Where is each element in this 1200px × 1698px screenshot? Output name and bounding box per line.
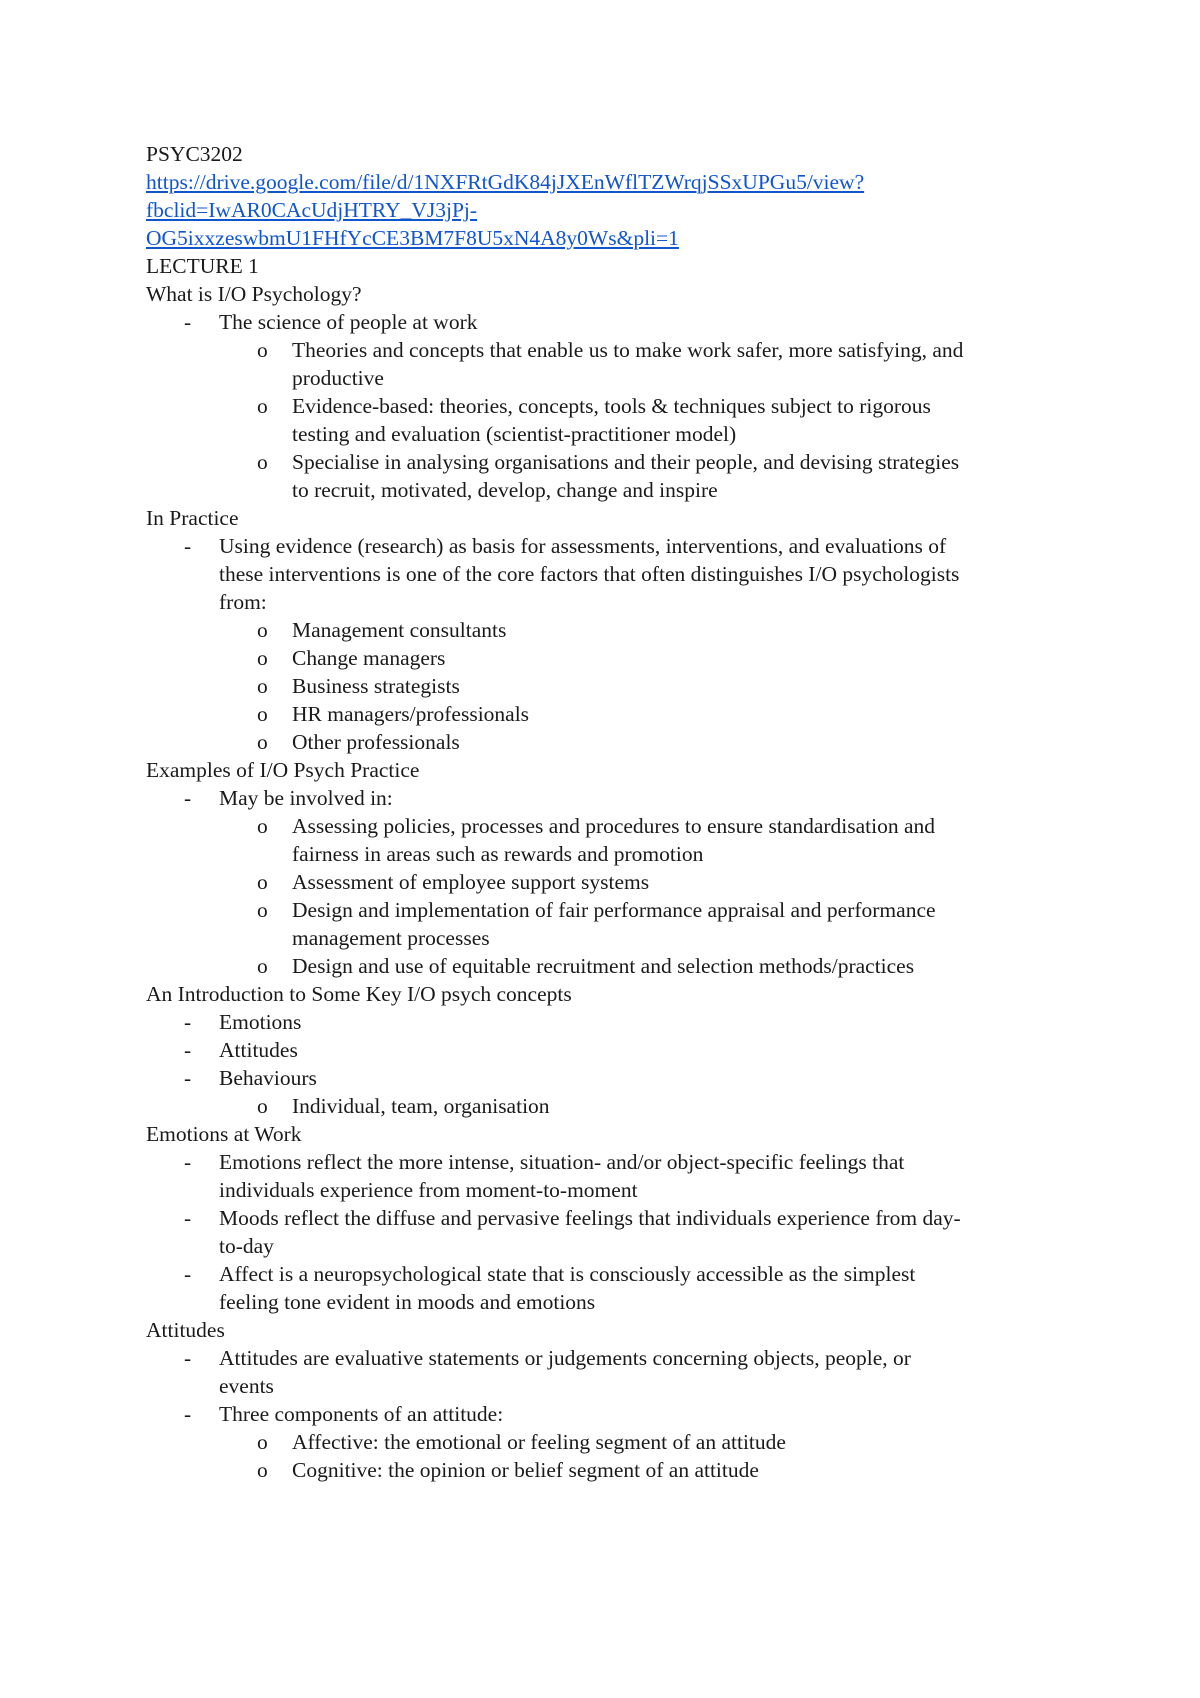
sub-bullet-item-text: productive bbox=[292, 366, 384, 390]
circle-bullet-icon: o bbox=[257, 646, 268, 670]
bullet-item-text: Emotions reflect the more intense, situation- and/or object-specific feelings that bbox=[219, 1150, 905, 1174]
sub-bullet-item bbox=[146, 700, 1076, 728]
section-heading: Attitudes bbox=[146, 1318, 225, 1342]
drive-link-line-1[interactable]: https://drive.google.com/file/d/1NXFRtGdK84jJXEnWflTZWrqjSSxUPGu5/view? bbox=[146, 170, 865, 194]
sub-bullet-item-text: management processes bbox=[292, 926, 490, 950]
circle-bullet-icon: o bbox=[257, 730, 268, 754]
sub-bullet-item bbox=[146, 896, 1076, 952]
dash-bullet-icon: - bbox=[184, 310, 192, 334]
sub-bullet-item-text: Assessment of employee support systems bbox=[292, 870, 650, 894]
section bbox=[146, 504, 1076, 756]
bullet-item-text: Affect is a neuropsychological state that is consciously accessible as the simplest bbox=[219, 1262, 916, 1286]
circle-bullet-icon: o bbox=[257, 1430, 268, 1454]
sub-bullet-item bbox=[146, 616, 1076, 644]
circle-bullet-icon: o bbox=[257, 338, 268, 362]
sub-bullet-item-text: Affective: the emotional or feeling segment of an attitude bbox=[292, 1430, 786, 1454]
sub-bullet-item-text: Design and use of equitable recruitment and selection methods/practices bbox=[292, 954, 915, 978]
circle-bullet-icon: o bbox=[257, 702, 268, 726]
bullet-item-text: Attitudes are evaluative statements or judgements concerning objects, people, or bbox=[219, 1346, 911, 1370]
sub-bullet-item bbox=[146, 1092, 1076, 1120]
course-code: PSYC3202 bbox=[146, 142, 243, 166]
bullet-item bbox=[146, 1008, 1076, 1036]
section bbox=[146, 1316, 1076, 1484]
circle-bullet-icon: o bbox=[257, 814, 268, 838]
circle-bullet-icon: o bbox=[257, 618, 268, 642]
section bbox=[146, 756, 1076, 980]
sub-bullet-item-text: Theories and concepts that enable us to make work safer, more satisfying, and bbox=[292, 338, 964, 362]
bullet-item bbox=[146, 1344, 1076, 1400]
sub-bullet-item-text: Design and implementation of fair performance appraisal and performance bbox=[292, 898, 936, 922]
bullet-item bbox=[146, 1400, 1076, 1428]
sub-bullet-item-text: fairness in areas such as rewards and promotion bbox=[292, 842, 704, 866]
section bbox=[146, 280, 1076, 504]
dash-bullet-icon: - bbox=[184, 1150, 192, 1174]
circle-bullet-icon: o bbox=[257, 1458, 268, 1482]
bullet-item-text: May be involved in: bbox=[219, 786, 393, 810]
lecture-title: LECTURE 1 bbox=[146, 254, 259, 278]
dash-bullet-icon: - bbox=[184, 1066, 192, 1090]
circle-bullet-icon: o bbox=[257, 674, 268, 698]
dash-bullet-icon: - bbox=[184, 534, 192, 558]
sub-bullet-item bbox=[146, 392, 1076, 448]
bullet-item bbox=[146, 308, 1076, 336]
bullet-item-text: The science of people at work bbox=[219, 310, 478, 334]
bullet-item-text: Behaviours bbox=[219, 1066, 317, 1090]
sub-bullet-item bbox=[146, 868, 1076, 896]
section-heading: What is I/O Psychology? bbox=[146, 282, 362, 306]
section-heading: An Introduction to Some Key I/O psych concepts bbox=[146, 982, 572, 1006]
bullet-item-text: Moods reflect the diffuse and pervasive feelings that individuals experience from day- bbox=[219, 1206, 961, 1230]
bullet-item-text: feeling tone evident in moods and emotions bbox=[219, 1290, 596, 1314]
circle-bullet-icon: o bbox=[257, 954, 268, 978]
bullet-item bbox=[146, 1148, 1076, 1204]
sub-bullet-item bbox=[146, 1428, 1076, 1456]
sub-bullet-item bbox=[146, 812, 1076, 868]
bullet-item bbox=[146, 1036, 1076, 1064]
dash-bullet-icon: - bbox=[184, 1010, 192, 1034]
circle-bullet-icon: o bbox=[257, 450, 268, 474]
sub-bullet-item-text: testing and evaluation (scientist-practitioner model) bbox=[292, 422, 737, 446]
circle-bullet-icon: o bbox=[257, 898, 268, 922]
sub-bullet-item bbox=[146, 644, 1076, 672]
dash-bullet-icon: - bbox=[184, 1262, 192, 1286]
sub-bullet-item bbox=[146, 728, 1076, 756]
bullet-item-text: events bbox=[219, 1374, 274, 1398]
sub-bullet-item-text: Management consultants bbox=[292, 618, 507, 642]
dash-bullet-icon: - bbox=[184, 1402, 192, 1426]
dash-bullet-icon: - bbox=[184, 786, 192, 810]
bullet-item bbox=[146, 532, 1076, 616]
section-heading: Examples of I/O Psych Practice bbox=[146, 758, 420, 782]
sub-bullet-item-text: Cognitive: the opinion or belief segment of an attitude bbox=[292, 1458, 759, 1482]
section-heading: In Practice bbox=[146, 506, 239, 530]
bullet-item bbox=[146, 1260, 1076, 1316]
drive-link-line-3[interactable]: OG5ixxzeswbmU1FHfYcCE3BM7F8U5xN4A8y0Ws&pli=1 bbox=[146, 226, 679, 250]
sub-bullet-item-text: to recruit, motivated, develop, change and inspire bbox=[292, 478, 718, 502]
bullet-item bbox=[146, 1204, 1076, 1260]
sub-bullet-item-text: Change managers bbox=[292, 646, 446, 670]
sub-bullet-item-text: Other professionals bbox=[292, 730, 460, 754]
dash-bullet-icon: - bbox=[184, 1346, 192, 1370]
sub-bullet-item-text: Business strategists bbox=[292, 674, 460, 698]
dash-bullet-icon: - bbox=[184, 1038, 192, 1062]
bullet-item-text: to-day bbox=[219, 1234, 274, 1258]
sub-bullet-item-text: Assessing policies, processes and procedures to ensure standardisation and bbox=[292, 814, 936, 838]
section bbox=[146, 980, 1076, 1120]
sub-bullet-item bbox=[146, 448, 1076, 504]
circle-bullet-icon: o bbox=[257, 870, 268, 894]
dash-bullet-icon: - bbox=[184, 1206, 192, 1230]
sub-bullet-item-text: HR managers/professionals bbox=[292, 702, 530, 726]
bullet-item-text: Emotions bbox=[219, 1010, 302, 1034]
drive-link-line-2[interactable]: fbclid=IwAR0CAcUdjHTRY_VJ3jPj- bbox=[146, 198, 478, 222]
sub-bullet-item-text: Evidence-based: theories, concepts, tools & techniques subject to rigorous bbox=[292, 394, 931, 418]
sub-bullet-item-text: Individual, team, organisation bbox=[292, 1094, 550, 1118]
bullet-item-text: Three components of an attitude: bbox=[219, 1402, 504, 1426]
sub-bullet-item bbox=[146, 336, 1076, 392]
sub-bullet-item bbox=[146, 1456, 1076, 1484]
drive-link[interactable] bbox=[146, 168, 1076, 252]
bullet-item-text: from: bbox=[219, 590, 267, 614]
circle-bullet-icon: o bbox=[257, 394, 268, 418]
bullet-item-text: these interventions is one of the core factors that often distinguishes I/O psychologists bbox=[219, 562, 960, 586]
bullet-item-text: Attitudes bbox=[219, 1038, 298, 1062]
circle-bullet-icon: o bbox=[257, 1094, 268, 1118]
sub-bullet-item bbox=[146, 952, 1076, 980]
bullet-item bbox=[146, 784, 1076, 812]
section-heading: Emotions at Work bbox=[146, 1122, 302, 1146]
section bbox=[146, 1120, 1076, 1316]
bullet-item bbox=[146, 1064, 1076, 1092]
bullet-item-text: Using evidence (research) as basis for assessments, interventions, and evaluations of bbox=[219, 534, 947, 558]
sub-bullet-item-text: Specialise in analysing organisations and their people, and devising strategies bbox=[292, 450, 960, 474]
notes-body bbox=[146, 280, 1076, 1484]
sub-bullet-item bbox=[146, 672, 1076, 700]
bullet-item-text: individuals experience from moment-to-moment bbox=[219, 1178, 638, 1202]
document-page bbox=[146, 140, 1076, 1484]
